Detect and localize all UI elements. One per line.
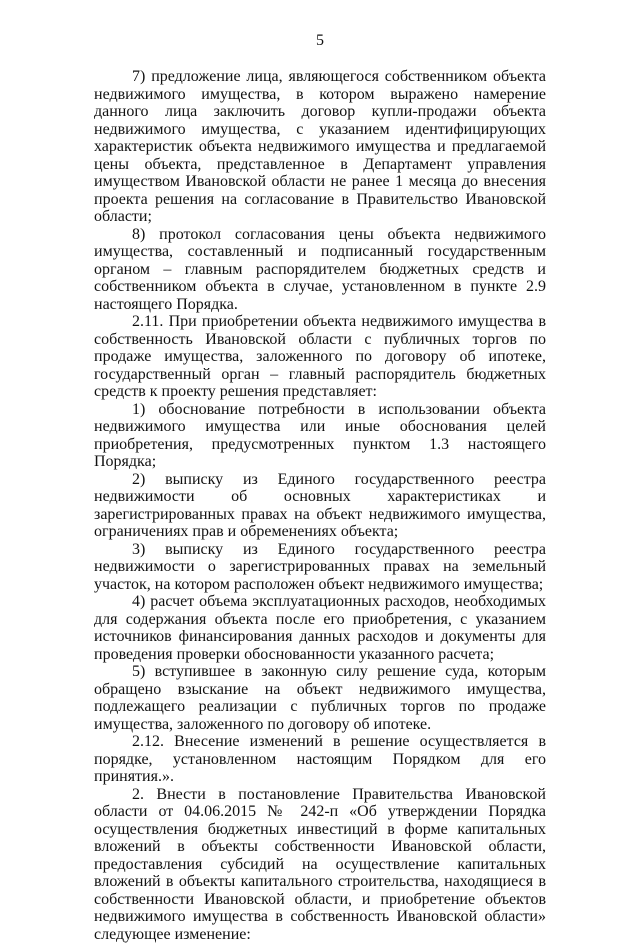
paragraph-2-11-item-5: 5) вступившее в законную силу решение суда, которым обращено взыскание на объект недвижимого имущества, подлежащего реализации с публичных торгов по продаже имущества, заложенного по договору об ипотеке. [94,663,546,733]
paragraph-2-11-item-3: 3) выписку из Единого государственного реестра недвижимости о зарегистрированных правах на земельный участок, на котором расположен объект недвижимого имущества; [94,541,546,594]
paragraph-2-12: 2.12. Внесение изменений в решение осуществляется в порядке, установленном настоящим Порядком для его принятия.». [94,733,546,786]
paragraph-item-7: 7) предложение лица, являющегося собственником объекта недвижимого имущества, в котором выражено намерение данного лица заключить договор купли-продажи объекта недвижимого имущества, с указанием идентифицирующих характеристик объекта недвижимого имущества и предлагаемой цены объекта, представленное в Департамент управления имуществом Ивановской области не ранее 1 месяца до внесения проекта решения на согласование в Правительство Ивановской области; [94,68,546,226]
page-number: 5 [0,32,640,50]
paragraph-item-8: 8) протокол согласования цены объекта недвижимого имущества, составленный и подписанный государственным органом – главным распорядителем бюджетных средств и собственником объекта в случае, установленном в пункте 2.9 настоящего Порядка. [94,226,546,314]
paragraph-2-11-item-1: 1) обоснование потребности в использовании объекта недвижимого имущества или иные обоснования целей приобретения, предусмотренных пунктом 1.3 настоящего Порядка; [94,401,546,471]
paragraph-section-2: 2. Внести в постановление Правительства Ивановской области от 04.06.2015 № 242-п «Об утверждении Порядка осуществления бюджетных инвестиций в форме капитальных вложений в объекты собственности Ивановской области, предоставления субсидий на осуществление капитальных вложений в объекты капитального строительства, находящиеся в собственности Ивановской области, и приобретение объектов недвижимого имущества в собственность Ивановской области» следующее изменение: [94,786,546,943]
document-body [94,68,546,943]
paragraph-2-11-item-4: 4) расчет объема эксплуатационных расходов, необходимых для содержания объекта после его приобретения, с указанием источников финансирования данных расходов и документы для проведения проверки обоснованности указанного расчета; [94,593,546,663]
paragraph-2-11: 2.11. При приобретении объекта недвижимого имущества в собственность Ивановской области с публичных торгов по продаже имущества, заложенного по договору об ипотеке, государственный орган – главный распорядитель бюджетных средств к проекту решения представляет: [94,313,546,401]
paragraph-2-11-item-2: 2) выписку из Единого государственного реестра недвижимости об основных характеристиках и зарегистрированных правах на объект недвижимого имущества, ограничениях прав и обременениях объекта; [94,471,546,541]
